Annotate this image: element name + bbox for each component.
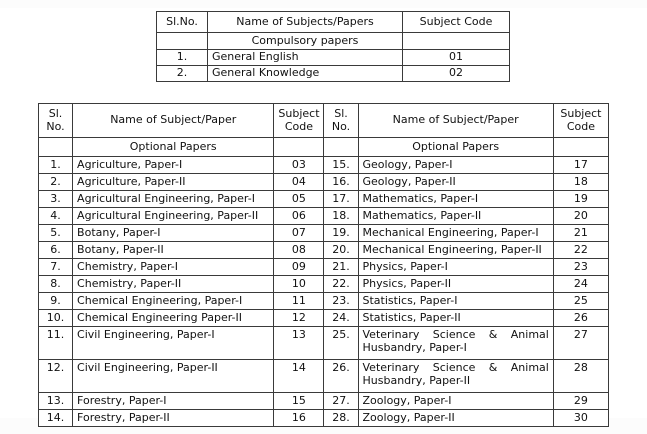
table-row <box>39 410 609 427</box>
header-line-1: Sl. <box>48 106 63 120</box>
column-header-sl-no-left <box>39 104 73 138</box>
cell-sl-no-right: 24. <box>324 310 358 327</box>
cell-subject-name-right: Veterinary Science & Animal Husbandry, Paper-I <box>358 327 553 360</box>
cell-subject-code-right: 20 <box>553 208 608 225</box>
cell-sl-no-left: 4. <box>39 208 73 225</box>
cell-sl-no: 1. <box>157 50 208 66</box>
cell-subject-name-right: Zoology, Paper-II <box>358 410 553 427</box>
table-row <box>39 157 609 174</box>
table-row <box>39 360 609 393</box>
table-row <box>157 66 510 82</box>
header-line-1: Subject <box>278 106 320 120</box>
column-header-subject-name-right: Name of Subject/Paper <box>358 104 553 138</box>
table-header-row <box>157 12 510 33</box>
cell-subject-code-right: 25 <box>553 293 608 310</box>
cell-sl-no-right: 22. <box>324 276 358 293</box>
cell-subject-name-right: Physics, Paper-I <box>358 259 553 276</box>
column-header-subject-code: Subject Code <box>403 12 510 33</box>
cell-subject-name-left: Civil Engineering, Paper-II <box>73 360 274 393</box>
cell-sl-no-right: 16. <box>324 174 358 191</box>
cell-subject-name-right: Physics, Paper-II <box>358 276 553 293</box>
cell-subject-code-left: 09 <box>274 259 324 276</box>
column-header-subject-name: Name of Subjects/Papers <box>208 12 403 33</box>
header-line-1: Subject <box>560 106 602 120</box>
cell-subject-code-right: 30 <box>553 410 608 427</box>
table-header-row <box>39 104 609 138</box>
cell-sl-no-left: 8. <box>39 276 73 293</box>
table-row <box>39 174 609 191</box>
cell-sl-no-left: 11. <box>39 327 73 360</box>
cell-subject-code-left: 16 <box>274 410 324 427</box>
cell-subject-name-left: Agricultural Engineering, Paper-I <box>73 191 274 208</box>
cell-subject-code: 01 <box>403 50 510 66</box>
column-header-subject-name-left: Name of Subject/Paper <box>73 104 274 138</box>
cell-subject-code-left: 15 <box>274 393 324 410</box>
cell-subject-code-right: 23 <box>553 259 608 276</box>
cell-sl-no-left: 10. <box>39 310 73 327</box>
cell-subject-code-right: 28 <box>553 360 608 393</box>
scan-artifact-band-top <box>0 0 647 8</box>
cell-sl-no-right: 27. <box>324 393 358 410</box>
cell-subject-code-right: 21 <box>553 225 608 242</box>
cell-subject-code-right: 22 <box>553 242 608 259</box>
cell-sl-no-left: 12. <box>39 360 73 393</box>
section-header-row-optional <box>39 138 609 157</box>
cell-subject-code-left: 07 <box>274 225 324 242</box>
section-spacer-right-2 <box>553 138 608 157</box>
cell-subject-name-left: Forestry, Paper-II <box>73 410 274 427</box>
cell-sl-no-right: 18. <box>324 208 358 225</box>
cell-subject-code-right: 27 <box>553 327 608 360</box>
cell-subject-code-left: 12 <box>274 310 324 327</box>
cell-subject-name-right: Mathematics, Paper-I <box>358 191 553 208</box>
cell-subject-name-left: Chemical Engineering Paper-II <box>73 310 274 327</box>
cell-subject-name-right: Statistics, Paper-I <box>358 293 553 310</box>
cell-subject-code-left: 05 <box>274 191 324 208</box>
column-header-sl-no: Sl.No. <box>157 12 208 33</box>
cell-subject-name: General English <box>208 50 403 66</box>
cell-sl-no-right: 15. <box>324 157 358 174</box>
cell-subject-name-right: Zoology, Paper-I <box>358 393 553 410</box>
section-spacer-left-1 <box>39 138 73 157</box>
table-row <box>39 310 609 327</box>
cell-subject-name-right: Statistics, Paper-II <box>358 310 553 327</box>
cell-subject-name-left: Chemistry, Paper-II <box>73 276 274 293</box>
cell-sl-no-right: 23. <box>324 293 358 310</box>
cell-sl-no-right: 25. <box>324 327 358 360</box>
cell-subject-name-right: Mechanical Engineering, Paper-I <box>358 225 553 242</box>
cell-subject-name-right: Geology, Paper-II <box>358 174 553 191</box>
header-line-2: Code <box>284 119 314 133</box>
section-label-compulsory-papers: Compulsory papers <box>208 33 403 50</box>
cell-sl-no-left: 7. <box>39 259 73 276</box>
cell-subject-name-right: Geology, Paper-I <box>358 157 553 174</box>
cell-subject-name-left: Forestry, Paper-I <box>73 393 274 410</box>
section-header-row-compulsory <box>157 33 510 50</box>
column-header-subject-code-left <box>274 104 324 138</box>
cell-subject-name-left: Chemistry, Paper-I <box>73 259 274 276</box>
table-row <box>39 191 609 208</box>
cell-sl-no-right: 20. <box>324 242 358 259</box>
cell-sl-no-left: 9. <box>39 293 73 310</box>
cell-subject-code-left: 08 <box>274 242 324 259</box>
table-row <box>39 208 609 225</box>
section-spacer-left <box>157 33 208 50</box>
cell-subject-name-right: Veterinary Science & Animal Husbandry, Paper-II <box>358 360 553 393</box>
table-row <box>39 393 609 410</box>
section-spacer-right-1 <box>324 138 358 157</box>
cell-subject-name-left: Civil Engineering, Paper-I <box>73 327 274 360</box>
column-header-subject-code-right <box>553 104 608 138</box>
section-label-optional-papers-right: Optional Papers <box>358 138 553 157</box>
header-line-2: No. <box>331 119 351 133</box>
table-row <box>39 259 609 276</box>
cell-subject-name-left: Agriculture, Paper-II <box>73 174 274 191</box>
cell-subject-code-right: 17 <box>553 157 608 174</box>
cell-subject-name-right: Mechanical Engineering, Paper-II <box>358 242 553 259</box>
cell-sl-no: 2. <box>157 66 208 82</box>
cell-sl-no-right: 21. <box>324 259 358 276</box>
cell-sl-no-left: 1. <box>39 157 73 174</box>
header-line-2: Code <box>566 119 595 133</box>
section-label-optional-papers-left: Optional Papers <box>73 138 274 157</box>
table-row <box>157 50 510 66</box>
column-header-sl-no-right <box>324 104 358 138</box>
cell-subject-code-left: 13 <box>274 327 324 360</box>
cell-subject-name-right: Mathematics, Paper-II <box>358 208 553 225</box>
cell-subject-code-left: 10 <box>274 276 324 293</box>
cell-subject-code-left: 11 <box>274 293 324 310</box>
table-row <box>39 276 609 293</box>
optional-papers-table <box>38 103 609 427</box>
cell-subject-code-right: 18 <box>553 174 608 191</box>
cell-subject-name-left: Botany, Paper-I <box>73 225 274 242</box>
section-spacer-right <box>403 33 510 50</box>
cell-subject-code-right: 19 <box>553 191 608 208</box>
section-spacer-left-2 <box>274 138 324 157</box>
cell-subject-name-left: Agriculture, Paper-I <box>73 157 274 174</box>
cell-sl-no-left: 13. <box>39 393 73 410</box>
cell-sl-no-right: 26. <box>324 360 358 393</box>
cell-subject-name-left: Agricultural Engineering, Paper-II <box>73 208 274 225</box>
cell-subject-code-left: 03 <box>274 157 324 174</box>
table-row <box>39 225 609 242</box>
cell-sl-no-right: 19. <box>324 225 358 242</box>
cell-subject-name: General Knowledge <box>208 66 403 82</box>
cell-subject-code-right: 24 <box>553 276 608 293</box>
cell-sl-no-right: 17. <box>324 191 358 208</box>
header-line-1: Sl. <box>334 106 348 120</box>
table-row <box>39 327 609 360</box>
header-line-2: No. <box>46 119 65 133</box>
cell-subject-code-left: 06 <box>274 208 324 225</box>
cell-sl-no-left: 5. <box>39 225 73 242</box>
cell-sl-no-right: 28. <box>324 410 358 427</box>
table-row <box>39 242 609 259</box>
cell-subject-code-left: 04 <box>274 174 324 191</box>
compulsory-papers-table <box>156 11 510 82</box>
cell-subject-code-left: 14 <box>274 360 324 393</box>
cell-subject-code-right: 29 <box>553 393 608 410</box>
cell-sl-no-left: 3. <box>39 191 73 208</box>
cell-subject-code-right: 26 <box>553 310 608 327</box>
cell-sl-no-left: 6. <box>39 242 73 259</box>
cell-sl-no-left: 14. <box>39 410 73 427</box>
cell-subject-name-left: Botany, Paper-II <box>73 242 274 259</box>
cell-sl-no-left: 2. <box>39 174 73 191</box>
table-row <box>39 293 609 310</box>
cell-subject-code: 02 <box>403 66 510 82</box>
cell-subject-name-left: Chemical Engineering, Paper-I <box>73 293 274 310</box>
